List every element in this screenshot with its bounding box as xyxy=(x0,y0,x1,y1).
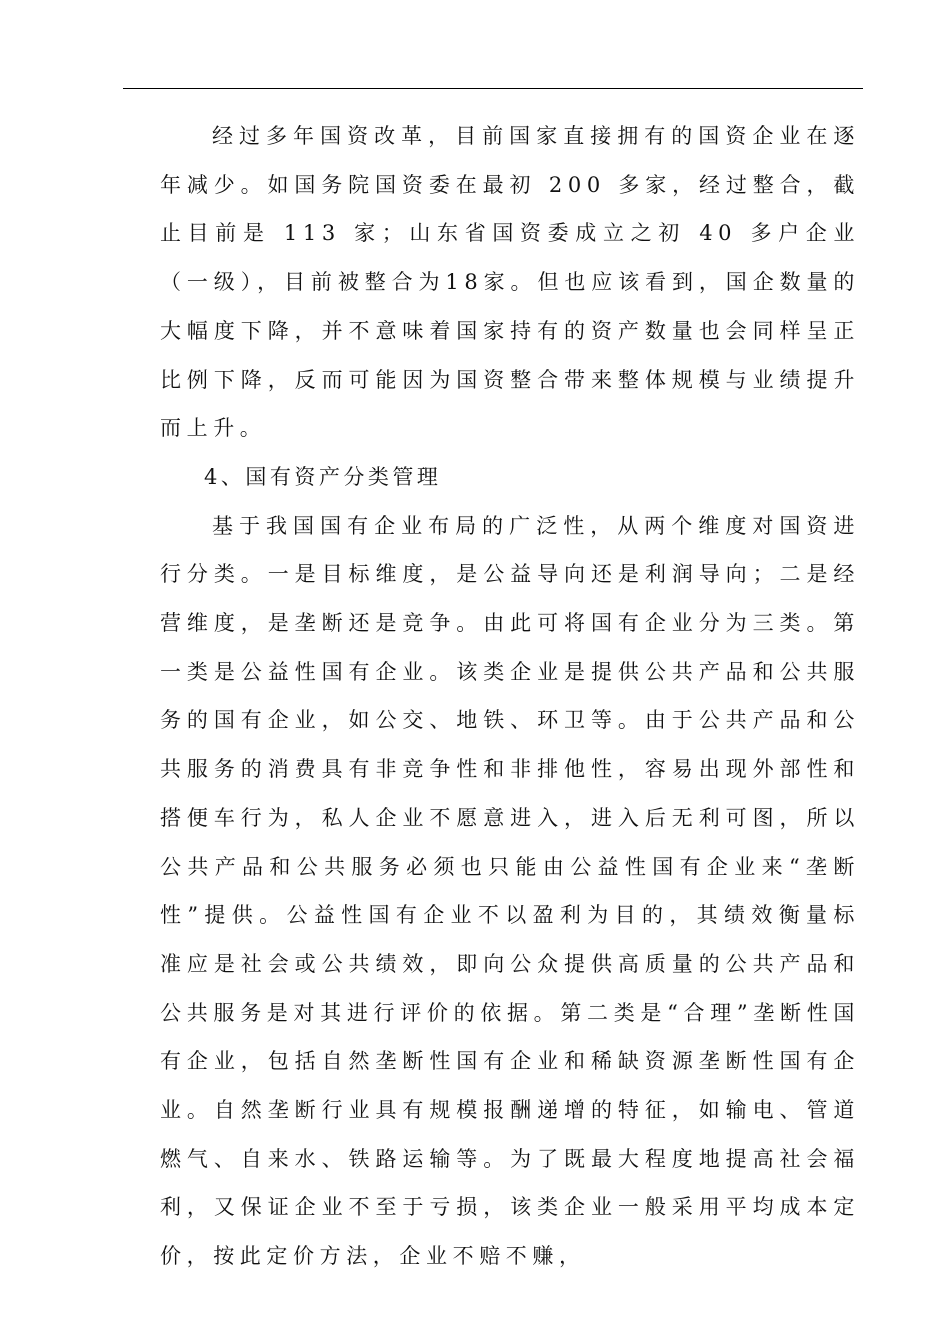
section-heading-classification: 4、国有资产分类管理 xyxy=(204,464,442,489)
paragraph-state-assets-reform: 经过多年国资改革，目前国家直接拥有的国资企业在逐年减少。如国务院国资委在最初 200 多家，经过整合，截止目前是 113 家；山东省国资委成立之初 40 多户企业（一级），目前被整合为18家。但也应该看到，国企数量的大幅度下降，并不意味着国家持有的资产数量也会同样呈正比例下降，反而可能因为国资整合带来整体规模与业绩提升而上升。 xyxy=(160,124,860,441)
document-body xyxy=(160,112,860,1281)
header-rule xyxy=(123,88,863,89)
paragraph-classification: 基于我国国有企业布局的广泛性，从两个维度对国资进行分类。一是目标维度，是公益导向还是利润导向；二是经营维度，是垄断还是竞争。由此可将国有企业分为三类。第一类是公益性国有企业。该类企业是提供公共产品和公共服务的国有企业，如公交、地铁、环卫等。由于公共产品和公共服务的消费具有非竞争性和非排他性，容易出现外部性和搭便车行为，私人企业不愿意进入，进入后无利可图，所以公共产品和公共服务必须也只能由公益性国有企业来“垄断性”提供。公益性国有企业不以盈利为目的，其绩效衡量标准应是社会或公共绩效，即向公众提供高质量的公共产品和公共服务是对其进行评价的依据。第二类是“合理”垄断性国有企业，包括自然垄断性国有企业和稀缺资源垄断性国有企业。自然垄断行业具有规模报酬递增的特征，如输电、管道燃气、自来水、铁路运输等。为了既最大程度地提高社会福利，又保证企业不至于亏损，该类企业一般采用平均成本定价，按此定价方法，企业不赔不赚， xyxy=(160,513,860,1269)
